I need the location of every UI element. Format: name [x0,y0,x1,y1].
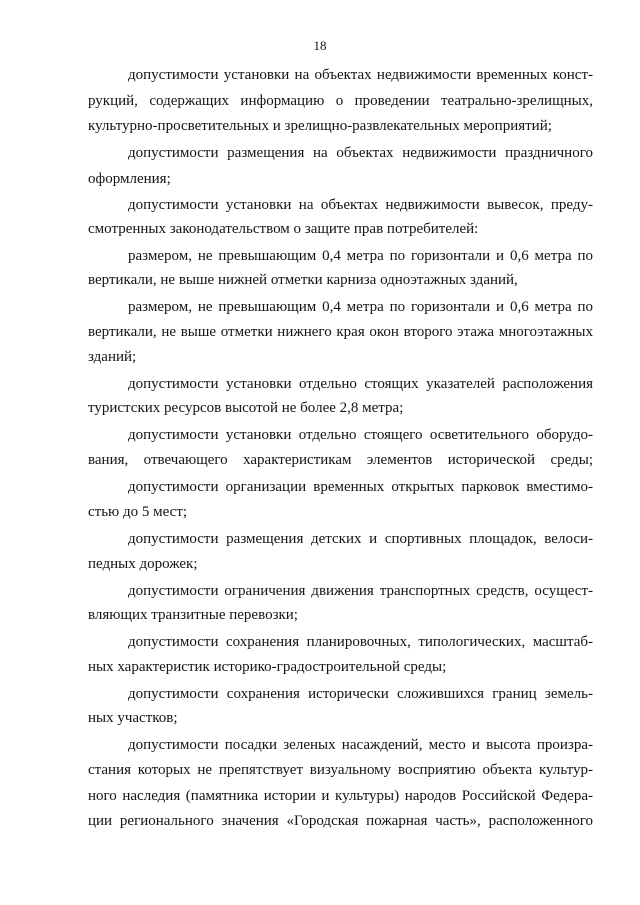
text-line: оформления; [88,171,171,187]
text-line: допустимости установки отдельно стоящего осветительного оборудо- [128,427,593,443]
text-line: зданий; [88,349,137,365]
text-line: ного наследия (памятника истории и культуры) народов Российской Федера- [88,788,593,804]
text-line: рукций, содержащих информацию о проведении театрально-зрелищных, [88,93,593,109]
text-line: допустимости размещения на объектах недвижимости праздничного [128,145,593,161]
text-line: размером, не превышающим 0,4 метра по горизонтали и 0,6 метра по [128,248,593,264]
text-line: культурно-просветительных и зрелищно-развлекательных мероприятий; [88,118,552,134]
text-line: вертикали, не выше нижней отметки карниза одноэтажных зданий, [88,272,518,288]
text-line: ции регионального значения «Городская пожарная часть», расположенного [88,813,593,829]
text-line: ных характеристик историко-градостроительной среды; [88,659,447,675]
text-line: допустимости сохранения исторически сложившихся границ земель- [128,686,593,702]
text-line: допустимости ограничения движения транспортных средств, осущест- [128,583,593,599]
text-line: смотренных законодательством о защите прав потребителей: [88,221,479,237]
text-line: размером, не превышающим 0,4 метра по горизонтали и 0,6 метра по [128,299,593,315]
text-line: вания, отвечающего характеристикам элементов исторической среды; [88,452,593,468]
text-line: допустимости размещения детских и спортивных площадок, велоси- [128,531,593,547]
text-line: допустимости установки отдельно стоящих указателей расположения [128,376,593,392]
text-line: туристских ресурсов высотой не более 2,8 метра; [88,400,404,416]
text-line: допустимости организации временных открытых парковок вместимо- [128,479,593,495]
text-line: ных участков; [88,710,178,726]
page-number: 18 [313,38,327,53]
text-line: допустимости установки на объектах недвижимости временных конст- [128,67,593,83]
text-line: допустимости установки на объектах недвижимости вывесок, преду- [128,197,593,213]
text-line: вертикали, не выше отметки нижнего края окон второго этажа многоэтажных [88,324,593,340]
text-line: стью до 5 мест; [88,504,188,520]
text-line: педных дорожек; [88,556,198,572]
text-line: допустимости сохранения планировочных, типологических, масштаб- [128,634,593,650]
text-line: допустимости посадки зеленых насаждений, место и высота произра- [128,737,593,753]
text-line: вляющих транзитные перевозки; [88,607,298,623]
text-line: стания которых не препятствует визуальному восприятию объекта культур- [88,762,593,778]
